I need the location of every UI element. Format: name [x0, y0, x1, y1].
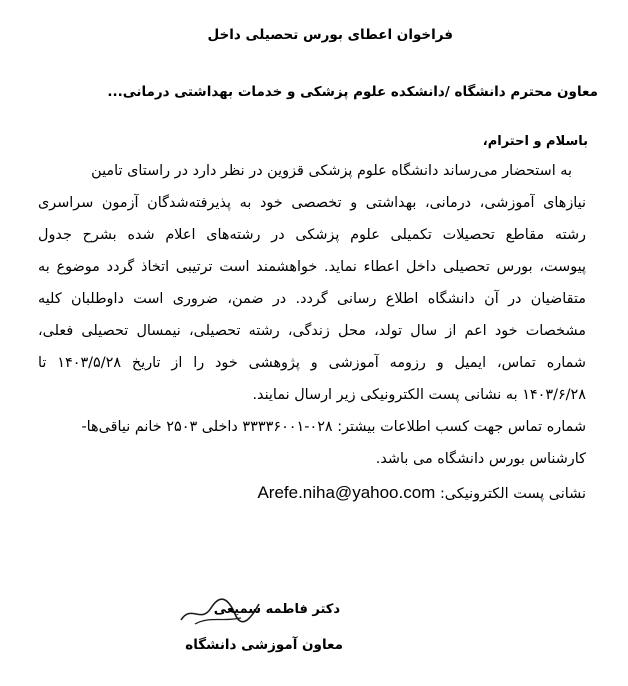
body-line: شماره تماس، ایمیل و رزومه آموزشی و پژوهشی خود را از تاریخ ۱۴۰۳/۵/۲۸ تا: [38, 355, 586, 371]
signature-name: دکتر فاطمه سمیعی: [213, 602, 340, 617]
body-line: کارشناس بورس دانشگاه می باشد.: [375, 451, 586, 467]
body-line: به استحضار می‌رساند دانشگاه علوم پزشکی قزوین در نظر دارد در راستای تامین: [91, 163, 572, 179]
greeting: باسلام و احترام،: [482, 134, 588, 149]
email-label: نشانی پست الکترونیکی:: [439, 486, 586, 502]
salutation: معاون محترم دانشگاه /دانشکده علوم پزشکی و خدمات بهداشتی درمانی...: [107, 84, 598, 100]
body-line: متقاضیان در آن دانشگاه اطلاع رسانی گردد. در ضمن، ضروری است داوطلبان کلیه: [38, 291, 586, 307]
body-line: شماره تماس جهت کسب اطلاعات بیشتر: ۰۲۸-۳۳۳۳۶۰۰۱ داخلی ۲۵۰۳ خانم نیاقی‌ها-: [81, 419, 586, 435]
email-line: [257, 483, 586, 503]
document-title: فراخوان اعطای بورس تحصیلی داخل: [207, 27, 453, 43]
body-line: ۱۴۰۳/۶/۲۸ به نشانی پست الکترونیکی زیر ارسال نمایند.: [252, 387, 586, 403]
body-line: نیازهای آموزشی، درمانی، بهداشتی و تخصصی خود به پذیرفته‌شدگان آزمون سراسری: [38, 195, 586, 211]
email-address: Arefe.niha@yahoo.com: [257, 483, 436, 502]
body-line: رشته مقاطع تحصیلات تکمیلی علوم پزشکی در رشته‌های اعلام شده بشرح جدول: [38, 227, 586, 243]
body-line: پیوست، بورس تحصیلی داخل اعطاء نماید. خواهشمند است ترتیبی اتخاذ گردد موضوع به: [38, 259, 586, 275]
body-line: مشخصات خود اعم از سال تولد، محل زندگی، رشته تحصیلی، نیمسال تحصیلی فعلی،: [38, 323, 586, 339]
signature-role: معاون آموزشی دانشگاه: [185, 637, 343, 653]
